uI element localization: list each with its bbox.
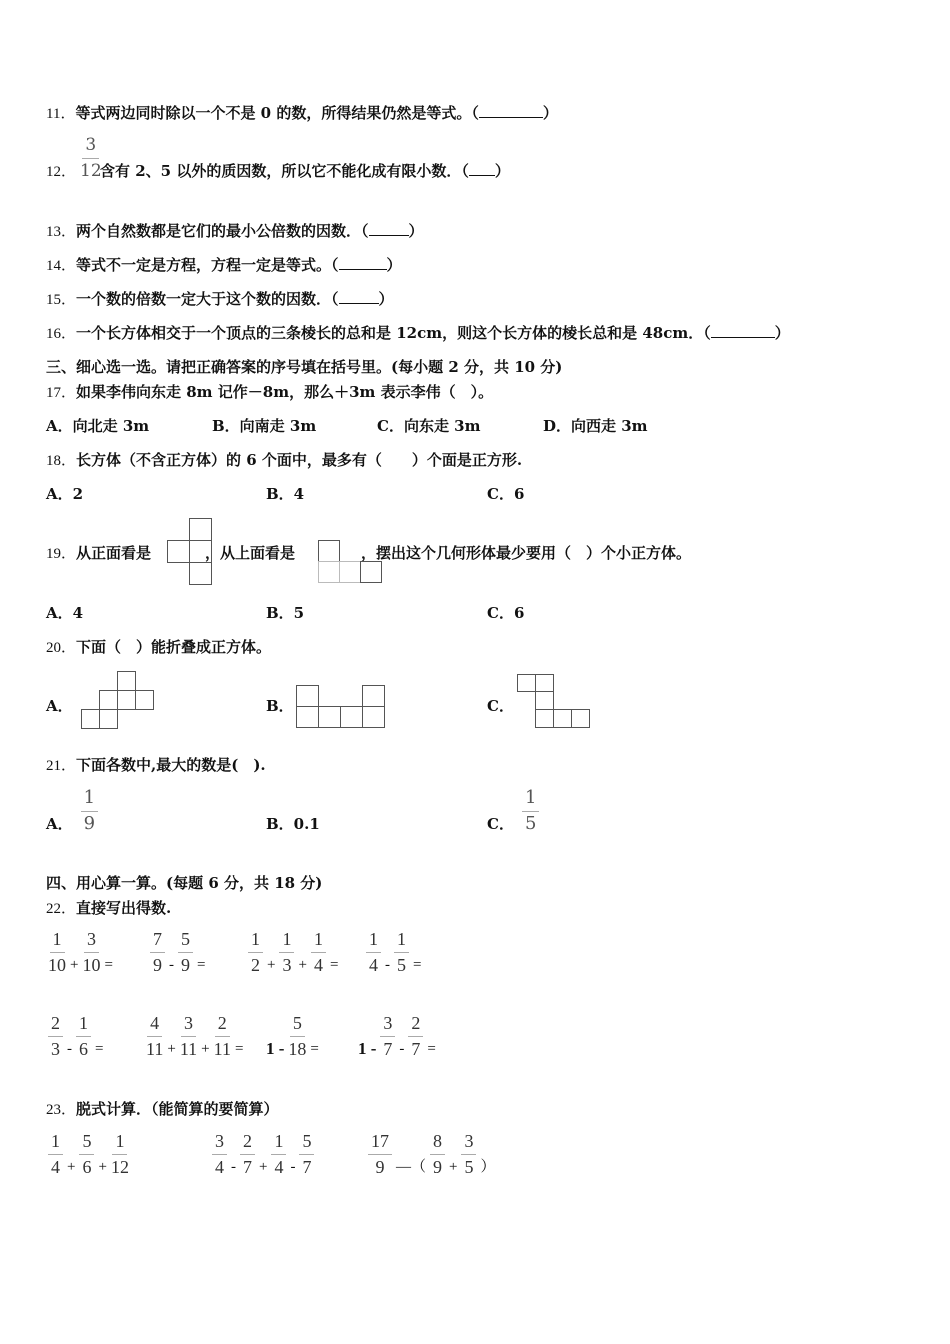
- fraction: [146, 1012, 163, 1061]
- operator: -: [385, 957, 390, 973]
- denominator: 4: [313, 955, 323, 975]
- math-expression: [210, 1130, 316, 1179]
- question-23: [46, 1098, 279, 1119]
- fraction: [150, 928, 165, 977]
- paren: ）: [386, 256, 402, 274]
- operator: -: [169, 957, 174, 973]
- fraction: [111, 1130, 129, 1179]
- operator: +: [201, 1041, 210, 1057]
- math-expression: [46, 928, 115, 977]
- option-c[interactable]: C．6: [487, 604, 525, 622]
- question-number: 16．: [46, 326, 77, 342]
- denominator: 12: [80, 161, 102, 181]
- denominator: 5: [524, 813, 537, 834]
- denominator: 9: [375, 1157, 385, 1177]
- operator: =: [197, 957, 206, 973]
- fraction: [461, 1130, 476, 1179]
- question-18: [46, 449, 522, 470]
- question-text: 含有 2、5 以外的质因数，所以它不能化成有限小数．（: [100, 162, 469, 180]
- option-c[interactable]: [487, 787, 541, 836]
- operator: -: [290, 1159, 296, 1175]
- fraction: [271, 1130, 286, 1179]
- question-number: 18．: [46, 453, 77, 469]
- denominator: 9: [433, 1157, 443, 1177]
- answer-blank[interactable]: [479, 105, 543, 118]
- denominator: 4: [369, 955, 378, 975]
- operator: +: [298, 957, 307, 973]
- answer-blank[interactable]: [339, 257, 387, 270]
- fraction: [394, 928, 409, 977]
- question-number: 23．: [46, 1102, 77, 1118]
- operator: 1 -: [266, 1039, 285, 1058]
- numerator: 5: [290, 1012, 305, 1037]
- numerator: 3: [82, 134, 99, 159]
- numerator: 1: [522, 787, 539, 812]
- operator: +: [67, 1159, 76, 1175]
- operator: +: [449, 1159, 458, 1175]
- denominator: 4: [274, 1157, 284, 1177]
- fraction: [212, 1130, 227, 1179]
- operator: 1 -: [358, 1039, 377, 1058]
- denominator: 6: [79, 1039, 88, 1059]
- numerator: 3: [380, 1012, 395, 1037]
- fraction: [76, 1012, 91, 1061]
- answer-blank[interactable]: [369, 223, 409, 236]
- front-view-figure: [167, 518, 217, 586]
- fraction: [368, 1130, 392, 1179]
- denominator: 7: [302, 1157, 312, 1177]
- fraction: [299, 1130, 314, 1179]
- denominator: 11: [213, 1039, 231, 1059]
- numerator: 5: [299, 1130, 314, 1155]
- numerator: 1: [50, 928, 65, 953]
- numerator: 5: [79, 1130, 94, 1155]
- option-d[interactable]: D．向西走 3m: [543, 417, 648, 435]
- question-20: [46, 636, 271, 657]
- answer-blank[interactable]: [339, 291, 379, 304]
- operator: +: [70, 957, 79, 973]
- operator: +: [259, 1159, 268, 1175]
- fraction: [178, 928, 193, 977]
- answer-blank[interactable]: [711, 325, 775, 338]
- option-a[interactable]: [46, 787, 100, 836]
- fraction: [180, 1012, 197, 1061]
- numerator: 1: [112, 1130, 127, 1155]
- fraction: [48, 1012, 63, 1061]
- operator: +: [267, 957, 276, 973]
- question-text: 等式两边同时除以一个不是 0 的数，所得结果仍然是等式。（: [75, 104, 479, 122]
- question-text: 从正面看是: [76, 544, 152, 562]
- top-view-figure: [318, 540, 386, 586]
- fraction: [79, 1130, 94, 1179]
- operator: ）: [480, 1159, 496, 1175]
- option-label: C．: [487, 815, 514, 833]
- question-14: [46, 254, 402, 275]
- option-c[interactable]: C．向东走 3m: [377, 417, 481, 435]
- operator: =: [310, 1041, 319, 1057]
- operator: =: [413, 957, 422, 973]
- operator: =: [329, 957, 339, 973]
- section-3-heading: 三、细心选一选。请把正确答案的序号填在括号里。(每小题 2 分，共 10 分): [46, 358, 563, 376]
- denominator: 9: [83, 813, 96, 834]
- option-a[interactable]: A．: [46, 697, 73, 715]
- question-text: 脱式计算．（能简算的要简算）: [76, 1100, 279, 1118]
- section-4-heading: 四、用心算一算。(每题 6 分，共 18 分): [46, 874, 323, 892]
- fraction: [311, 928, 326, 977]
- denominator: 9: [153, 955, 162, 975]
- question-text: ，摆出这个几何形体最少要用（ ）个小正方体。: [361, 544, 692, 562]
- question-number: 12．: [46, 164, 77, 180]
- fraction: [288, 1012, 306, 1061]
- operator: =: [104, 957, 113, 973]
- question-number: 14．: [46, 258, 77, 274]
- cube-net-b[interactable]: [295, 685, 389, 731]
- operator: —（: [396, 1159, 427, 1175]
- denominator: 3: [282, 955, 292, 975]
- question-number: 22．: [46, 901, 77, 917]
- denominator: 7: [383, 1039, 393, 1059]
- option-c[interactable]: C．6: [487, 485, 525, 503]
- option-b[interactable]: B．5: [266, 604, 305, 622]
- numerator: 17: [368, 1130, 392, 1155]
- cube-net-c[interactable]: [516, 674, 596, 730]
- question-21: [46, 754, 266, 775]
- option-label: A．: [46, 815, 73, 833]
- fraction: [430, 1130, 445, 1179]
- numerator: 7: [150, 928, 165, 953]
- question-text: 如果李伟向东走 8m 记作－8m，那么＋3m 表示李伟（ ）。: [76, 383, 494, 401]
- math-expression: [356, 1012, 438, 1061]
- denominator: 9: [181, 955, 190, 975]
- fraction: [48, 928, 66, 977]
- question-number: 15．: [46, 292, 77, 308]
- numerator: 3: [84, 928, 99, 953]
- question-number: 11．: [46, 106, 76, 122]
- fraction: [366, 928, 381, 977]
- question-16: [46, 322, 790, 343]
- option-a[interactable]: A．2: [46, 485, 84, 503]
- fraction: [522, 787, 539, 836]
- fraction: [214, 1012, 231, 1061]
- operator: =: [95, 1041, 104, 1057]
- denominator: 2: [251, 955, 260, 975]
- numerator: 3: [181, 1012, 196, 1037]
- numerator: 3: [212, 1130, 227, 1155]
- math-expression: [148, 928, 207, 977]
- math-expression: [144, 1012, 245, 1061]
- denominator: 10: [48, 955, 66, 975]
- numerator: 1: [311, 928, 326, 953]
- option-c[interactable]: C．: [487, 697, 514, 715]
- denominator: 7: [243, 1157, 252, 1177]
- paren: ）: [494, 162, 510, 180]
- paren: ）: [774, 324, 790, 342]
- fraction: [248, 928, 263, 977]
- denominator: 7: [411, 1039, 421, 1059]
- denominator: 4: [215, 1157, 224, 1177]
- math-expression: [46, 1012, 105, 1061]
- fraction: [240, 1130, 255, 1179]
- numerator: 5: [178, 928, 193, 953]
- question-12: [46, 135, 510, 181]
- question-text: 一个长方体相交于一个顶点的三条棱长的总和是 12cm，则这个长方体的棱长总和是 48cm．（: [76, 324, 711, 342]
- option-b[interactable]: B．向南走 3m: [212, 417, 317, 435]
- question-number: 20．: [46, 640, 77, 656]
- fraction: [408, 1012, 423, 1061]
- denominator: 10: [82, 955, 101, 975]
- numerator: 8: [430, 1130, 445, 1155]
- operator: -: [231, 1159, 236, 1175]
- operator: -: [399, 1041, 405, 1057]
- fraction: [80, 134, 102, 183]
- denominator: 6: [82, 1157, 92, 1177]
- numerator: 4: [147, 1012, 162, 1037]
- fraction: [82, 928, 100, 977]
- math-expression: [264, 1012, 321, 1061]
- paren: ）: [378, 290, 394, 308]
- numerator: 1: [279, 928, 294, 953]
- numerator: 1: [394, 928, 409, 953]
- fraction: [81, 787, 98, 836]
- option-b[interactable]: B．0.1: [266, 815, 320, 833]
- question-number: 13．: [46, 224, 77, 240]
- question-text: 直接写出得数.: [76, 899, 172, 917]
- question-text: 下面各数中,最大的数是( ).: [76, 756, 266, 774]
- numerator: 1: [366, 928, 381, 953]
- question-number: 19．: [46, 546, 77, 562]
- question-text: ，从上面看是: [205, 544, 296, 562]
- option-a[interactable]: A．4: [46, 604, 84, 622]
- denominator: 5: [464, 1157, 474, 1177]
- numerator: 3: [461, 1130, 476, 1155]
- fraction: [380, 1012, 395, 1061]
- paren: ）: [542, 104, 558, 122]
- question-text: 下面（ ）能折叠成正方体。: [76, 638, 272, 656]
- denominator: 11: [179, 1039, 198, 1059]
- question-text: 长方体（不含正方体）的 6 个面中，最多有（ ）个面是正方形.: [76, 451, 523, 469]
- denominator: 5: [397, 955, 406, 975]
- question-text: 两个自然数都是它们的最小公倍数的因数．（: [76, 222, 369, 240]
- denominator: 4: [51, 1157, 60, 1177]
- denominator: 18: [288, 1039, 307, 1059]
- cube-net-a[interactable]: [75, 671, 161, 731]
- option-a[interactable]: A．向北走 3m: [46, 417, 150, 435]
- fraction: [48, 1130, 63, 1179]
- math-expression: [364, 928, 423, 977]
- math-expression: [366, 1130, 498, 1179]
- numerator: 1: [271, 1130, 286, 1155]
- math-expression: [46, 1130, 131, 1179]
- numerator: 1: [248, 928, 263, 953]
- question-15: [46, 288, 394, 309]
- numerator: 2: [408, 1012, 423, 1037]
- question-17: [46, 381, 493, 402]
- operator: +: [167, 1041, 176, 1057]
- question-text: 一个数的倍数一定大于这个数的因数．（: [76, 290, 339, 308]
- question-22: [46, 897, 171, 918]
- operator: =: [234, 1041, 244, 1057]
- denominator: 11: [146, 1039, 164, 1059]
- paren: ）: [408, 222, 424, 240]
- numerator: 2: [240, 1130, 255, 1155]
- option-b[interactable]: B．4: [266, 485, 305, 503]
- question-text: 等式不一定是方程，方程一定是等式。（: [76, 256, 339, 274]
- operator: -: [67, 1041, 72, 1057]
- option-b[interactable]: B．: [266, 697, 294, 715]
- denominator: 3: [51, 1039, 60, 1059]
- numerator: 2: [48, 1012, 63, 1037]
- numerator: 1: [81, 787, 98, 812]
- question-11: [46, 102, 558, 123]
- answer-blank[interactable]: [469, 163, 495, 176]
- question-number: 21．: [46, 758, 77, 774]
- denominator: 12: [110, 1157, 129, 1177]
- numerator: 2: [215, 1012, 230, 1037]
- math-expression: [246, 928, 340, 977]
- question-number: 17．: [46, 385, 77, 401]
- operator: =: [427, 1041, 436, 1057]
- operator: +: [98, 1159, 107, 1175]
- numerator: 1: [48, 1130, 63, 1155]
- fraction: [279, 928, 294, 977]
- question-13: [46, 220, 424, 241]
- numerator: 1: [76, 1012, 91, 1037]
